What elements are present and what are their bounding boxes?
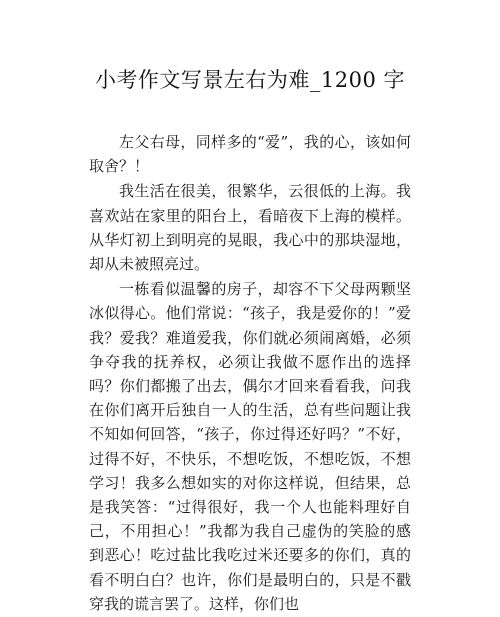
paragraph: 我生活在很美，很繁华，云很低的上海。我喜欢站在家里的阳台上，看暗夜下上海的模样。从华灯初上到明亮的晃眼，我心中的那块湿地，却从未被照亮过。 — [89, 182, 411, 274]
paragraph: 左父右母，同样多的“爱”，我的心，该如何取舍？！ — [89, 133, 411, 176]
document-body — [89, 130, 411, 617]
document-title: 小考作文写景左右为难_1200 字 — [94, 68, 406, 92]
paragraph: 一栋看似温馨的房子，却容不下父母两颗坚冰似得心。他们常说：“孩子，我是爱你的！”爱我？爱我？难道爱我，你们就必须闹离婚，必须争夺我的抚养权，必须让我做不愿作出的选择吗？你们都搬了出去，偶尔才回来看看我，问我在你们离开后独自一人的生活，总有些问题让我不知如何回答，“孩子，你过得还好吗？”不好，过得不好，不快乐，不想吃饭，不想吃饭，不想学习！我多么想如实的对你这样说，但结果，总是我笑答：“过得很好，我一个人也能料理好自己，不用担心！”我都为我自己虚伪的笑脸的感到恶心！吃过盐比我吃过米还要多的你们，真的看不明白白？也许，你们是最明白的，只是不戳穿我的谎言罢了。这样，你们也 — [89, 280, 411, 613]
